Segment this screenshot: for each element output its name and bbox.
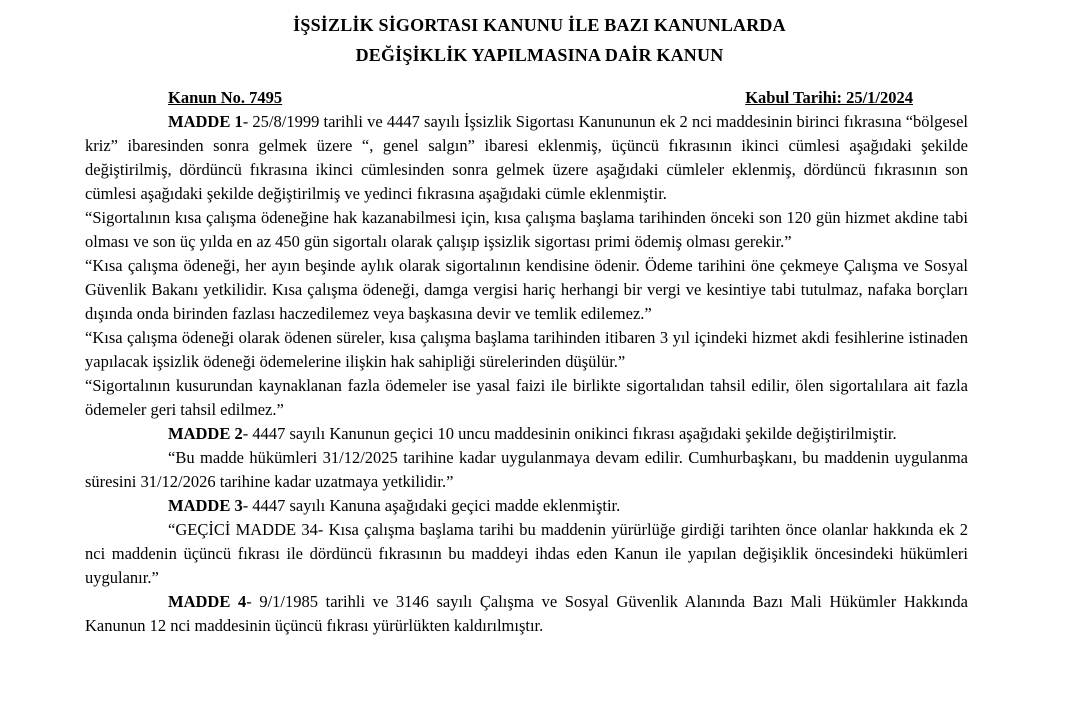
article-1-paragraph: [85, 110, 968, 206]
article-4-text: - 9/1/1985 tarihli ve 3146 sayılı Çalışma ve Sosyal Güvenlik Alanında Bazı Mali Hükümler Hakkında Kanunun 12 nci maddesinin üçüncü fıkrası yürürlükten kaldırılmıştır.: [85, 592, 968, 635]
article-4-paragraph: [85, 590, 968, 638]
quoted-clause-4: “Sigortalının kusurundan kaynaklanan fazla ödemeler ise yasal faizi ile birlikte sigortalıdan tahsil edilir, ölen sigortalılara ait fazla ödemeler geri tahsil edilmez.”: [85, 376, 968, 419]
article-3-label: MADDE 3: [168, 496, 243, 515]
quoted-clause-5: “Bu madde hükümleri 31/12/2025 tarihine kadar uygulanmaya devam edilir. Cumhurbaşkanı, bu maddenin uygulanma süresini 31/12/2026 tarihine kadar uzatmaya yetkilidir.”: [85, 448, 968, 491]
acceptance-date: Kabul Tarihi: 25/1/2024: [745, 88, 913, 107]
meta-row: [85, 86, 968, 110]
quoted-clause-1: “Sigortalının kısa çalışma ödeneğine hak kazanabilmesi için, kısa çalışma başlama tarihinden önceki son 120 gün hizmet akdine tabi olması ve son üç yılda en az 450 gün sigortalı olarak çalışıp işsizlik sigortası primi ödemiş olması gerekir.”: [85, 208, 968, 251]
article-1-text: - 25/8/1999 tarihli ve 4447 sayılı İşsizlik Sigortası Kanununun ek 2 nci maddesinin birinci fıkrasına “bölgesel kriz” ibaresinden sonra gelmek üzere “, genel salgın” ibaresi eklenmiş, üçüncü fıkrasının ikinci cümlesi aşağıdaki şekilde değiştirilmiş, dördüncü fıkrasına ikinci cümlesinden sonra gelmek üzere aşağıdaki cümleler eklenmiş, dördüncü fıkrasının son cümlesi aşağıdaki şekilde değiştirilmiş ve yedinci fıkrasına aşağıdaki cümle eklenmiştir.: [85, 112, 969, 203]
article-3-paragraph: [85, 494, 968, 518]
title-line-1: İŞSİZLİK SİGORTASI KANUNU İLE BAZI KANUNLARDA: [293, 15, 786, 35]
article-2-paragraph: [85, 422, 968, 446]
article-4-label: MADDE 4: [168, 592, 247, 611]
article-3-text: - 4447 sayılı Kanuna aşağıdaki geçici madde eklenmiştir.: [242, 496, 621, 515]
quoted-clause-2: “Kısa çalışma ödeneği, her ayın beşinde aylık olarak sigortalının kendisine ödenir. Ödeme tarihini öne çekmeye Çalışma ve Sosyal Güvenlik Bakanı yetkilidir. Kısa çalışma ödeneği, damga vergisi hariç herhangi bir vergi ve kesintiye tabi tutulmaz, nafaka borçları dışında onda birinden fazlası haczedilemez veya başkasına devir ve temlik edilemez.”: [85, 256, 968, 323]
quoted-clause-3: “Kısa çalışma ödeneği olarak ödenen süreler, kısa çalışma başlama tarihinden itibaren 3 yıl içindeki hizmet akdi fesihlerine istinaden yapılacak işsizlik ödeneği ödemelerine ilişkin hak sahipliği sürelerinden düşülür.”: [85, 328, 968, 371]
title-line-2: DEĞİŞİKLİK YAPILMASINA DAİR KANUN: [355, 45, 724, 65]
law-number: Kanun No. 7495: [168, 88, 283, 107]
article-1-label: MADDE 1: [168, 112, 243, 131]
article-2-label: MADDE 2: [168, 424, 243, 443]
article-2-text: - 4447 sayılı Kanunun geçici 10 uncu maddesinin onikinci fıkrası aşağıdaki şekilde değiştirilmiştir.: [242, 424, 897, 443]
document-title: [85, 10, 968, 70]
temporary-article-34-paragraph: “GEÇİCİ MADDE 34- Kısa çalışma başlama tarihi bu maddenin yürürlüğe girdiği tarihten önce olanlar hakkında ek 2 nci maddenin üçüncü fıkrası ile dördüncü fıkrasının bu maddeyi ihdas eden Kanun ile yapılan değişiklik öncesindeki hükümleri uygulanır.”: [85, 520, 968, 587]
